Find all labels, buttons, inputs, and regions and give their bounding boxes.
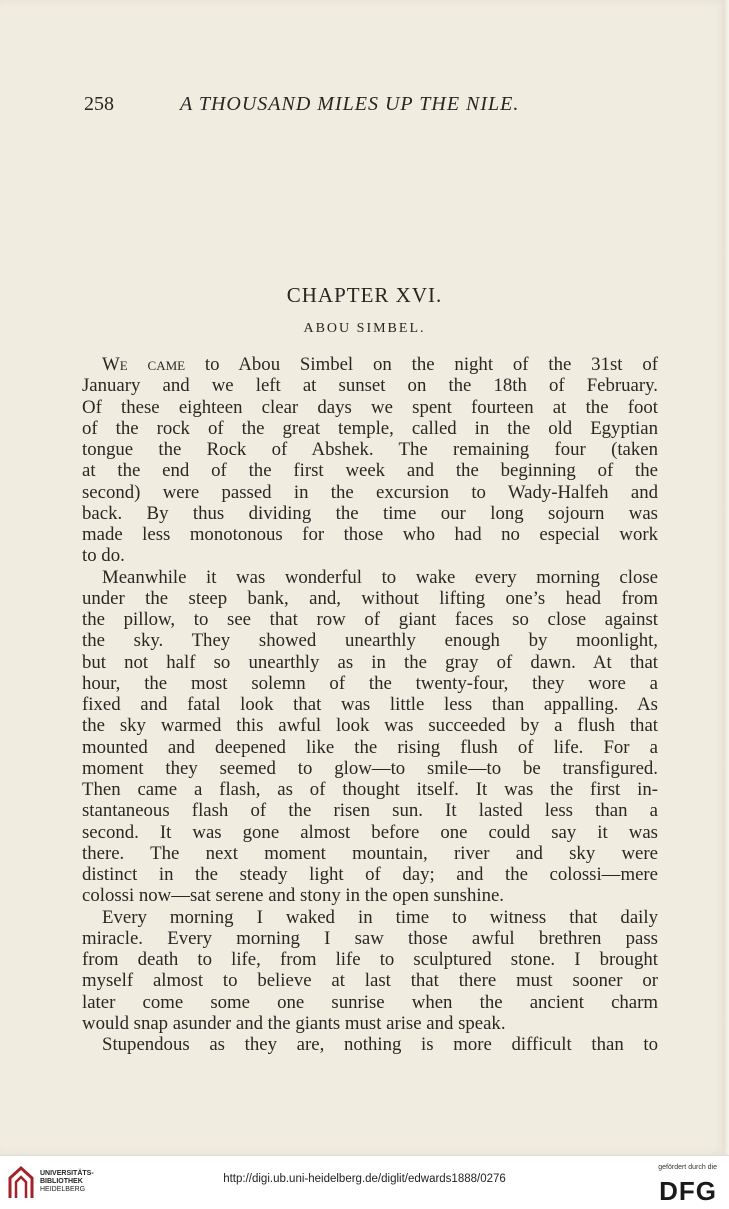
text-line: to do. xyxy=(82,545,125,567)
text-line: moment they seemed to glow—to smile—to be transfigured. xyxy=(82,757,658,779)
text-line: hour, the most solemn of the twenty-four, they wore a xyxy=(82,672,658,694)
dfg-logo: DFG xyxy=(659,1176,717,1206)
text-line: the sky warmed this awful look was succeeded by a flush that xyxy=(82,715,658,737)
funded-by-label: gefördert durch die xyxy=(658,1164,717,1171)
text-line: Every morning I waked in time to witness that daily xyxy=(102,906,658,928)
text-line: stantaneous flash of the risen sun. It lasted less than a xyxy=(82,800,658,822)
page-edge xyxy=(723,0,729,1155)
text-line: myself almost to believe at last that there must sooner or xyxy=(82,970,658,992)
text-line: from death to life, from life to sculptured stone. I brought xyxy=(82,949,658,970)
text-line: second) were passed in the excursion to Wady-Halfeh and xyxy=(82,481,658,503)
text-line: made less monotonous for those who had no especial work xyxy=(82,524,658,545)
text-line: Stupendous as they are, nothing is more difficult than to xyxy=(102,1034,658,1055)
text-line: tongue the Rock of Abshek. The remaining four (taken xyxy=(82,439,658,460)
text-line: of the rock of the great temple, called in the old Egyptian xyxy=(82,417,658,439)
text-line: Meanwhile it was wonderful to wake every morning close xyxy=(102,566,658,588)
text-line: at the end of the first week and the beginning of the xyxy=(82,460,658,482)
library-name-line: HEIDELBERG xyxy=(40,1186,86,1193)
text-line: the pillow, to see that row of giant faces so close against xyxy=(82,609,658,630)
first-line-rest: to Abou Simbel on the night of the 31st of xyxy=(185,354,658,375)
text-line: colossi now—sat serene and stony in the open sunshine. xyxy=(82,885,504,907)
text-line: second. It was gone almost before one could say it was xyxy=(82,821,658,843)
library-name-line: BIBLIOTHEK xyxy=(40,1178,83,1185)
text-line: distinct in the steady light of day; and the colossi—mere xyxy=(82,864,658,885)
text-line: there. The next moment mountain, river and sky were xyxy=(82,842,658,864)
running-title: A THOUSAND MILES UP THE NILE. xyxy=(180,93,520,115)
text-line: Then came a flash, as of thought itself. It was the first in- xyxy=(82,779,658,800)
text-line: would snap asunder and the giants must arise and speak. xyxy=(82,1012,506,1034)
running-head xyxy=(84,93,664,117)
chapter-title: CHAPTER XVI. xyxy=(286,283,443,307)
permalink-url[interactable]: http://digi.ub.uni-heidelberg.de/diglit/edwards1888/0276 xyxy=(223,1173,506,1185)
library-name-line: UNIVERSITÄTS- xyxy=(40,1170,94,1177)
text-line: fixed and fatal look that was little less than appalling. As xyxy=(82,694,658,715)
text-line xyxy=(82,354,658,375)
body-text xyxy=(82,354,658,1055)
chapter-subtitle: ABOU SIMBEL. xyxy=(303,321,426,336)
text-line: the sky. They showed unearthly enough by moonlight, xyxy=(82,630,658,652)
text-line: January and we left at sunset on the 18th of February. xyxy=(82,375,658,397)
lead-small-caps: We came xyxy=(102,354,186,375)
viewer-footer xyxy=(0,1155,729,1209)
text-line: back. By thus dividing the time our long sojourn was xyxy=(82,502,658,524)
page-number: 258 xyxy=(84,93,114,115)
text-line: Of these eighteen clear days we spent fourteen at the foot xyxy=(82,396,658,418)
text-line: later come some one sunrise when the ancient charm xyxy=(82,991,658,1013)
text-line: mounted and deepened like the rising flush of life. For a xyxy=(82,736,658,758)
text-line: but not half so unearthly as in the gray of dawn. At that xyxy=(82,651,658,673)
text-line: under the steep bank, and, without lifting one’s head from xyxy=(82,587,658,609)
text-line: miracle. Every morning I saw those awful brethren pass xyxy=(82,927,658,949)
